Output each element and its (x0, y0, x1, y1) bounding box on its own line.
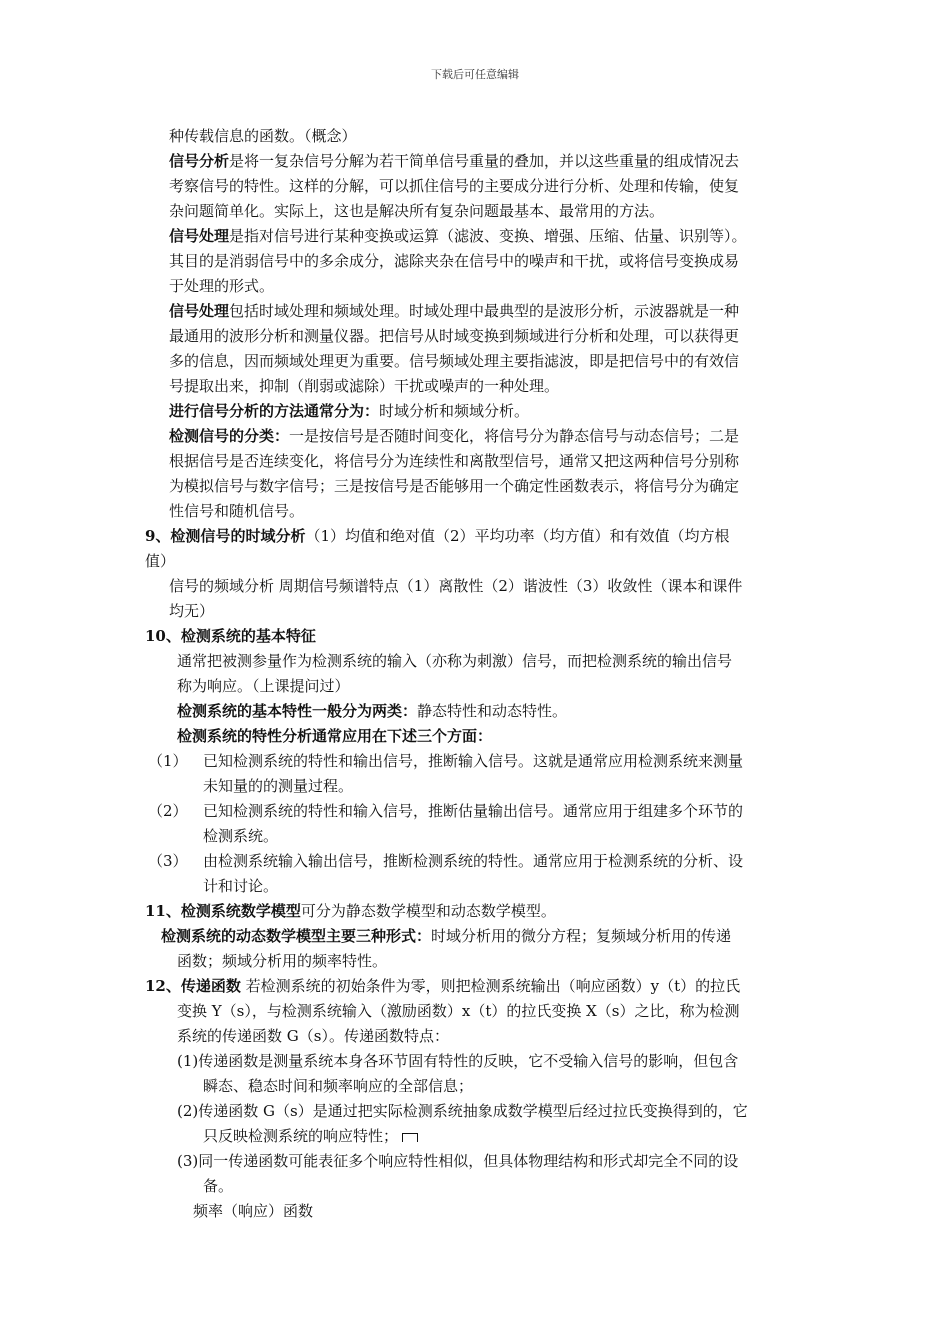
paragraph-signal-analysis (169, 149, 739, 174)
text-line: 包括时域处理和频域处理。时域处理中最典型的是波形分析，示波器就是一种 (229, 302, 740, 320)
text-line: 性信号和随机信号。 (169, 502, 305, 520)
text-line: 函数；频域分析用的频率特性。 (177, 952, 388, 970)
term-signal-analysis: 信号分析 (169, 152, 230, 170)
text-line: 时域分析用的微分方程；复频域分析用的传递 (431, 927, 732, 945)
editing-mark-icon (402, 1133, 418, 1142)
text-line: 一是按信号是否随时间变化，将信号分为静态信号与动态信号；二是 (289, 427, 740, 445)
text-line: 已知检测系统的特性和输出信号，推断输入信号。这就是通常应用检测系统来测量 (203, 752, 744, 770)
text-line-with-mark (203, 1124, 418, 1149)
paragraph-signal-processing (169, 224, 747, 249)
text-line: 通常把被测参量作为检测系统的输入（亦称为刺激）信号，而把检测系统的输出信号 (177, 652, 733, 670)
text-line: 由检测系统输入输出信号，推断检测系统的特性。通常应用于检测系统的分析、设 (203, 852, 744, 870)
paragraph-signal-classification (169, 424, 739, 449)
section-heading: 12、传递函数 (145, 977, 241, 995)
text-line: (1)传递函数是测量系统本身各环节固有特性的反映，它不受输入信号的影响，但包含 (177, 1052, 739, 1070)
text-line: 于处理的形式。 (169, 277, 275, 295)
text-line: 为模拟信号与数字信号；三是按信号是否能够用一个确定性函数表示，将信号分为确定 (169, 477, 740, 495)
paragraph-dynamic-models (161, 924, 731, 949)
text-line: 静态特性和动态特性。 (417, 702, 568, 720)
text-line: 根据信号是否连续变化，将信号分为连续性和离散型信号，通常又把这两种信号分别称 (169, 452, 740, 470)
list-number: （3） (148, 852, 188, 870)
section-heading: 9、检测信号的时域分析 (145, 527, 306, 545)
term-basic-characteristics: 检测系统的基本特性一般分为两类： (177, 702, 418, 720)
text-line: 只反映检测系统的响应特性； (203, 1127, 399, 1145)
text-line: 信号的频域分析 周期信号频谱特点（1）离散性（2）谐波性（3）收敛性（课本和课件 (169, 577, 743, 595)
list-number: （2） (148, 802, 188, 820)
term-dynamic-models: 检测系统的动态数学模型主要三种形式： (161, 927, 432, 945)
text-line: 是将一复杂信号分解为若干简单信号重量的叠加，并以这些重量的组成情况去 (229, 152, 740, 170)
term-signal-processing: 信号处理 (169, 302, 230, 320)
text-line: 时域分析和频域分析。 (379, 402, 530, 420)
text-line: （1）均值和绝对值（2）平均功率（均方值）和有效值（均方根 (305, 527, 730, 545)
section-12 (145, 974, 740, 999)
section-heading: 10、检测系统的基本特征 (145, 627, 316, 645)
text-line: 号提取出来，抑制（削弱或滤除）干扰或噪声的一种处理。 (169, 377, 560, 395)
text-line: 考察信号的特性。这样的分解，可以抓住信号的主要成分进行分析、处理和传输，使复 (169, 177, 740, 195)
text-line: 多的信息，因而频域处理更为重要。信号频域处理主要指滤波，即是把信号中的有效信 (169, 352, 740, 370)
text-line: 杂问题简单化。实际上，这也是解决所有复杂问题最基本、最常用的方法。 (169, 202, 665, 220)
text-line: 均无） (169, 602, 215, 620)
text-line: 变换 Y（s），与检测系统输入（激励函数）x（t）的拉氏变换 X（s）之比，称为检测 (177, 1002, 740, 1020)
paragraph-analysis-methods (169, 399, 529, 424)
text-line: (2)传递函数 G（s）是通过把实际检测系统抽象成数学模型后经过拉氏变换得到的，它 (177, 1102, 748, 1120)
subheading: 检测系统的特性分析通常应用在下述三个方面： (177, 727, 493, 745)
section-9 (145, 524, 730, 549)
text-line: 瞬态、稳态时间和频率响应的全部信息； (203, 1077, 474, 1095)
term-signal-classification: 检测信号的分类： (169, 427, 290, 445)
section-heading: 11、检测系统数学模型 (145, 902, 301, 920)
text-line: 是指对信号进行某种变换或运算（滤波、变换、增强、压缩、估量、识别等）。 (229, 227, 747, 245)
text-line: 计和讨论。 (203, 877, 279, 895)
text-line: 已知检测系统的特性和输入信号，推断估量输出信号。通常应用于组建多个环节的 (203, 802, 744, 820)
text-line: 值） (145, 552, 176, 570)
term-signal-processing: 信号处理 (169, 227, 230, 245)
text-line: 称为响应。（上课提问过） (177, 677, 350, 695)
text-line: 系统的传递函数 G（s）。传递函数特点： (177, 1027, 449, 1045)
term-analysis-methods: 进行信号分析的方法通常分为： (169, 402, 380, 420)
page-header: 下载后可任意编辑 (431, 68, 519, 81)
paragraph-processing-types (169, 299, 739, 324)
text-line: 种传载信息的函数。（概念） (169, 127, 357, 145)
section-11 (145, 899, 556, 924)
paragraph-basic-characteristics (177, 699, 567, 724)
text-line: 检测系统。 (203, 827, 279, 845)
text-line: 备。 (203, 1177, 234, 1195)
text-line: 未知量的的测量过程。 (203, 777, 354, 795)
list-number: （1） (148, 752, 188, 770)
text-line: 可分为静态数学模型和动态数学模型。 (300, 902, 556, 920)
text-line: (3)同一传递函数可能表征多个响应特性相似，但具体物理结构和形式却完全不同的设 (177, 1152, 739, 1170)
text-line: 最通用的波形分析和测量仪器。把信号从时域变换到频域进行分析和处理，可以获得更 (169, 327, 740, 345)
text-line: 其目的是消弱信号中的多余成分，滤除夹杂在信号中的噪声和干扰，或将信号变换成易 (169, 252, 740, 270)
text-line: 若检测系统的初始条件为零，则把检测系统输出（响应函数）y（t）的拉氏 (240, 977, 741, 995)
text-line: 频率（响应）函数 (193, 1202, 314, 1220)
